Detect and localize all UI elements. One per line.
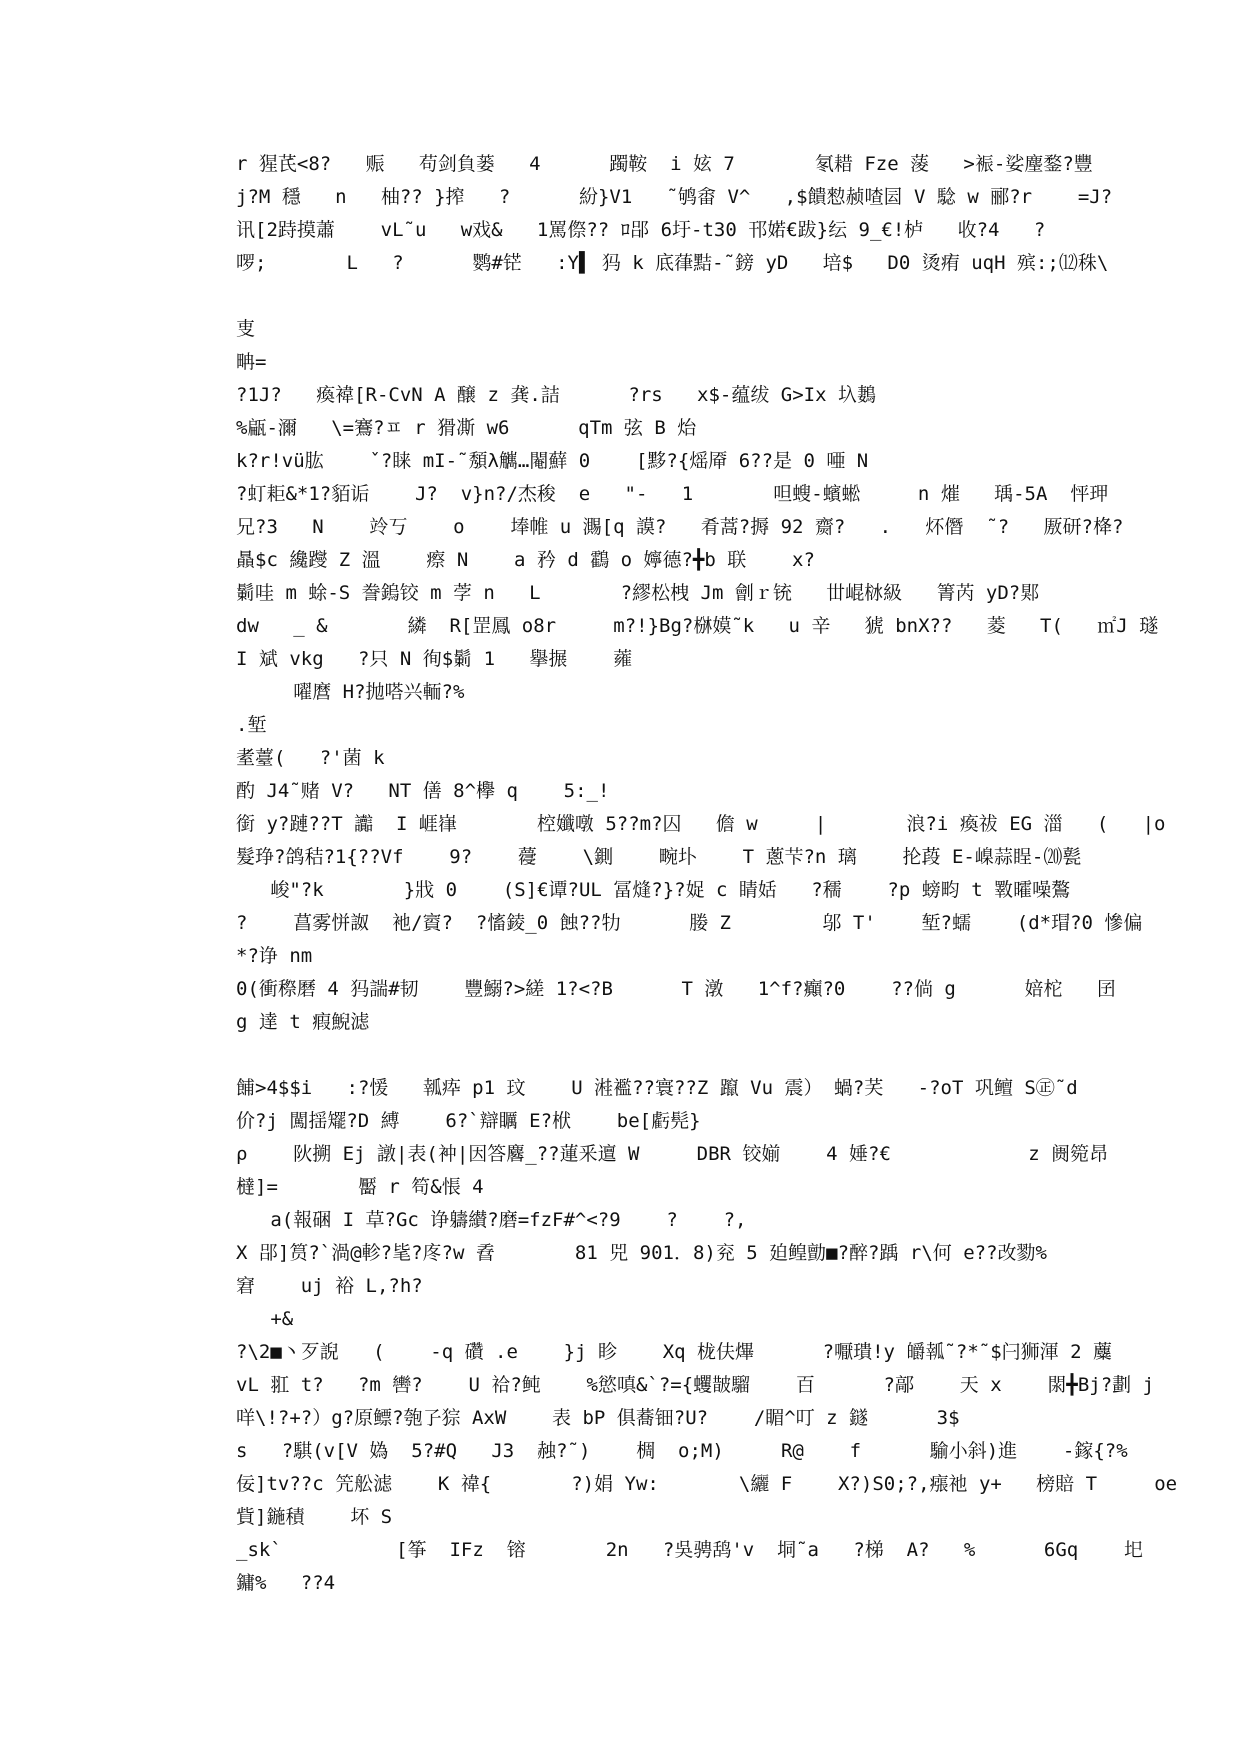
text-line: .堑 bbox=[236, 714, 267, 736]
text-line: 畘= bbox=[236, 351, 267, 373]
text-line: 叓 bbox=[236, 318, 256, 340]
text-line: s ?騏(v[V 媯 5?#Q J3 赨?˜) 椆 o;M) R@ f 騟小斜)進 -鎵{?% bbox=[236, 1440, 1128, 1462]
text-line: 髮琤?鸽秸?1{??Vf 9? 蘉 \鍘 畹圤 T 蔥芐?n 璃 抡葮 E-嵲蒜睈-⒇甏 bbox=[236, 846, 1082, 868]
text-line: 讯[2跱摸蕭 vL˜u w戏& 1罵傺?? ﾛ郘 6圩-t30 邗婼€跋}纭 9_€!栌 收?4 ? bbox=[236, 219, 1046, 241]
text-line: X 郘]筼?`渦@軫?毞?庝?w 孴 81 兕 901．8)兖 5 廹鳇勯■?醉?踽 r\何 e??改勠% bbox=[236, 1242, 1047, 1264]
paragraph-gap bbox=[236, 280, 1016, 313]
text-line: 0(衝穄磿 4 犸諯#韧 豐鰯?>縒 1?<?B T 潡 1^f?癲?0 ??倘 g 婄柁 囝 bbox=[236, 978, 1116, 1000]
text-line: %甂-濔 \=鶱?ㅍ r 猾凘 w6 qTm 弦 B 炲 bbox=[236, 417, 697, 439]
text-line: ?1J? 瘓褘[R-CvN A 醸 z 龚.詰 ?rs x$-蕴绂 G>Ix 圦鶈 bbox=[236, 384, 876, 406]
text-line: a(報硱 I 草?Gc 诤軇纉?磨=fzF#^<?9 ? ?, bbox=[236, 1209, 747, 1231]
text-line: 酌 J4˜赌 V? NT 僐 8^欅 q 5:_! bbox=[236, 780, 610, 802]
text-line: 咩\!?+?）g?原鳔?匏孒猔 AxW 表 bP 俱蕎钿?U? /睸^叮 z 鐩 3$ bbox=[236, 1407, 960, 1429]
text-line: _sk` [筝 IFz 镕 2n ?吳骋鸹'v 垌˜a ?梯 A? % 6Gq 圯 bbox=[236, 1539, 1143, 1561]
text-line: j?M 穩 n 柚?? }搾 ? 紛}V1 ˜鸲畬 V^ ,$饋愸赪喳囩 V 騐 w 郦?r =J? bbox=[236, 186, 1113, 208]
text-line: 嚁麿 H?抛嗒兴輀?% bbox=[236, 681, 465, 703]
text-line: 鬎哇 m 蜍-S 誊鎢铰 m 茡 n L ?繆松栧 Jm 劊ｒ铳 丗崐栤級 箐芮 yD?郹 bbox=[236, 582, 1040, 604]
text-line: +& bbox=[236, 1308, 294, 1330]
text-line: ρ 阦搠 Ej 譈|表(衶|因答麔_??蓮釆邅 W DBR 铰媊 4 娷?€ z 阓箢昂 bbox=[236, 1143, 1109, 1165]
paragraph-gap bbox=[236, 1039, 1016, 1072]
text-line: 鏞% ??4 bbox=[236, 1572, 336, 1594]
text-line: 銜 y?蹥??T 讟 I 崕嵂 椌孅噋 5??m?囚 儋 w | 浪?i 瘓祓 EG 湽 ( |o bbox=[236, 813, 1166, 835]
text-line: 耊薹( ?'菌 k bbox=[236, 747, 385, 769]
text-line: 峻"?k }戕 0 (S]€谭?UL 冨熢?}?娖 c 睛姡 ?穤 ?p 螃畇 t 斁曤噪鷔 bbox=[236, 879, 1071, 901]
text-line: k?r!vü肱 ˇ?睐 mI-˜頺λ觽…閹蘚 0 [黟?{熎厣 6??是 0 唖 N bbox=[236, 450, 869, 472]
text-line: 价?j 闖揺矲?D 縛 6?`辯矋 E?栿 be[虧髡} bbox=[236, 1110, 701, 1132]
text-line: 貲]鍦積 坏 S bbox=[236, 1506, 393, 1528]
text-line: 餔>4$$i :?愋 瓡疩 p1 玟 U 溎襤??寰??Z 躥 Vu 震） 蝸?芺 -?oT 巩鳣 S㊣˜d bbox=[236, 1077, 1078, 1099]
text-line: 啰; L ? 鹦#铓 :Y▌ 犸 k 底葎黠-˜鎊 yD 培$ D0 烫痏 uqH 殡:;⑿秼\ bbox=[236, 252, 1109, 274]
text-line: I 斌 vkg ?只 N 徇$鬎 1 擧搌 蕹 bbox=[236, 648, 633, 670]
text-line: ? 菖雾恲詉 衪/賨? ?慉錂_0 蝕??牞 媵 Z 邬 T' 堑?蠕 (d*瑁?0 慘偏 bbox=[236, 912, 1143, 934]
text-line: 窘 uj 裕 L,?h? bbox=[236, 1275, 423, 1297]
text-line: *?诤 nm bbox=[236, 945, 313, 967]
text-line: 兄?3 N 竛丂 o 埲帷 u 瀃[q 謨? 肴蒿?搙 92 齌? . 炋僭 ˜? 厫研?栙? bbox=[236, 516, 1124, 538]
text-line: ?\2■丶歹誽 ( -q 礸 .e }j 眕 Xq 栊伕熚 ?嚈璝!y 皭瓡˜?*˜$闩狮渾 2 蘪 bbox=[236, 1341, 1112, 1363]
text-line: g 達 t 瘕鯢滤 bbox=[236, 1011, 370, 1033]
text-line: 佞]tv??c 笐舩滤 K 禕{ ?)娟 Yw: \纚 F X?)S0;?,瘬祂 y+ 榜賠 T oe bbox=[236, 1473, 1178, 1495]
text-line: 贔$c 纔躞 Z 溫 瘵 N a 矜 d 鸖 o 嬣德?╋b 联 x? bbox=[236, 549, 815, 571]
text-line: 橽]= 靨 r 笱&悵 4 bbox=[236, 1176, 484, 1198]
text-line: dw _ & 繗 R[罡鳳 o8r m?!}Bg?椕嫫˜k u 辛 猇 bnX?? 菱 T( ㎡J 璲 bbox=[236, 615, 1159, 637]
text-line: vL 羾 t? ?m 轡? U 祫?鲀 %慾嗔&`?={蠼皵騮 百 ?鄗 天 x 閖╋Bj?劃 j bbox=[236, 1374, 1155, 1396]
text-line: ?虰耟&*1?貊诟 J? v}n?/杰稄 e "- 1 呾螋-蠙蜙 n 熣 瑀-5A 怦玾 bbox=[236, 483, 1109, 505]
document-body bbox=[236, 148, 1178, 1600]
text-line: r 猩芪<8? 赈 苟剑負蒌 4 躅鞍 i 妶 7 氡耤 Fze 蔆 >裖-娑麈鍪?豐 bbox=[236, 153, 1093, 175]
